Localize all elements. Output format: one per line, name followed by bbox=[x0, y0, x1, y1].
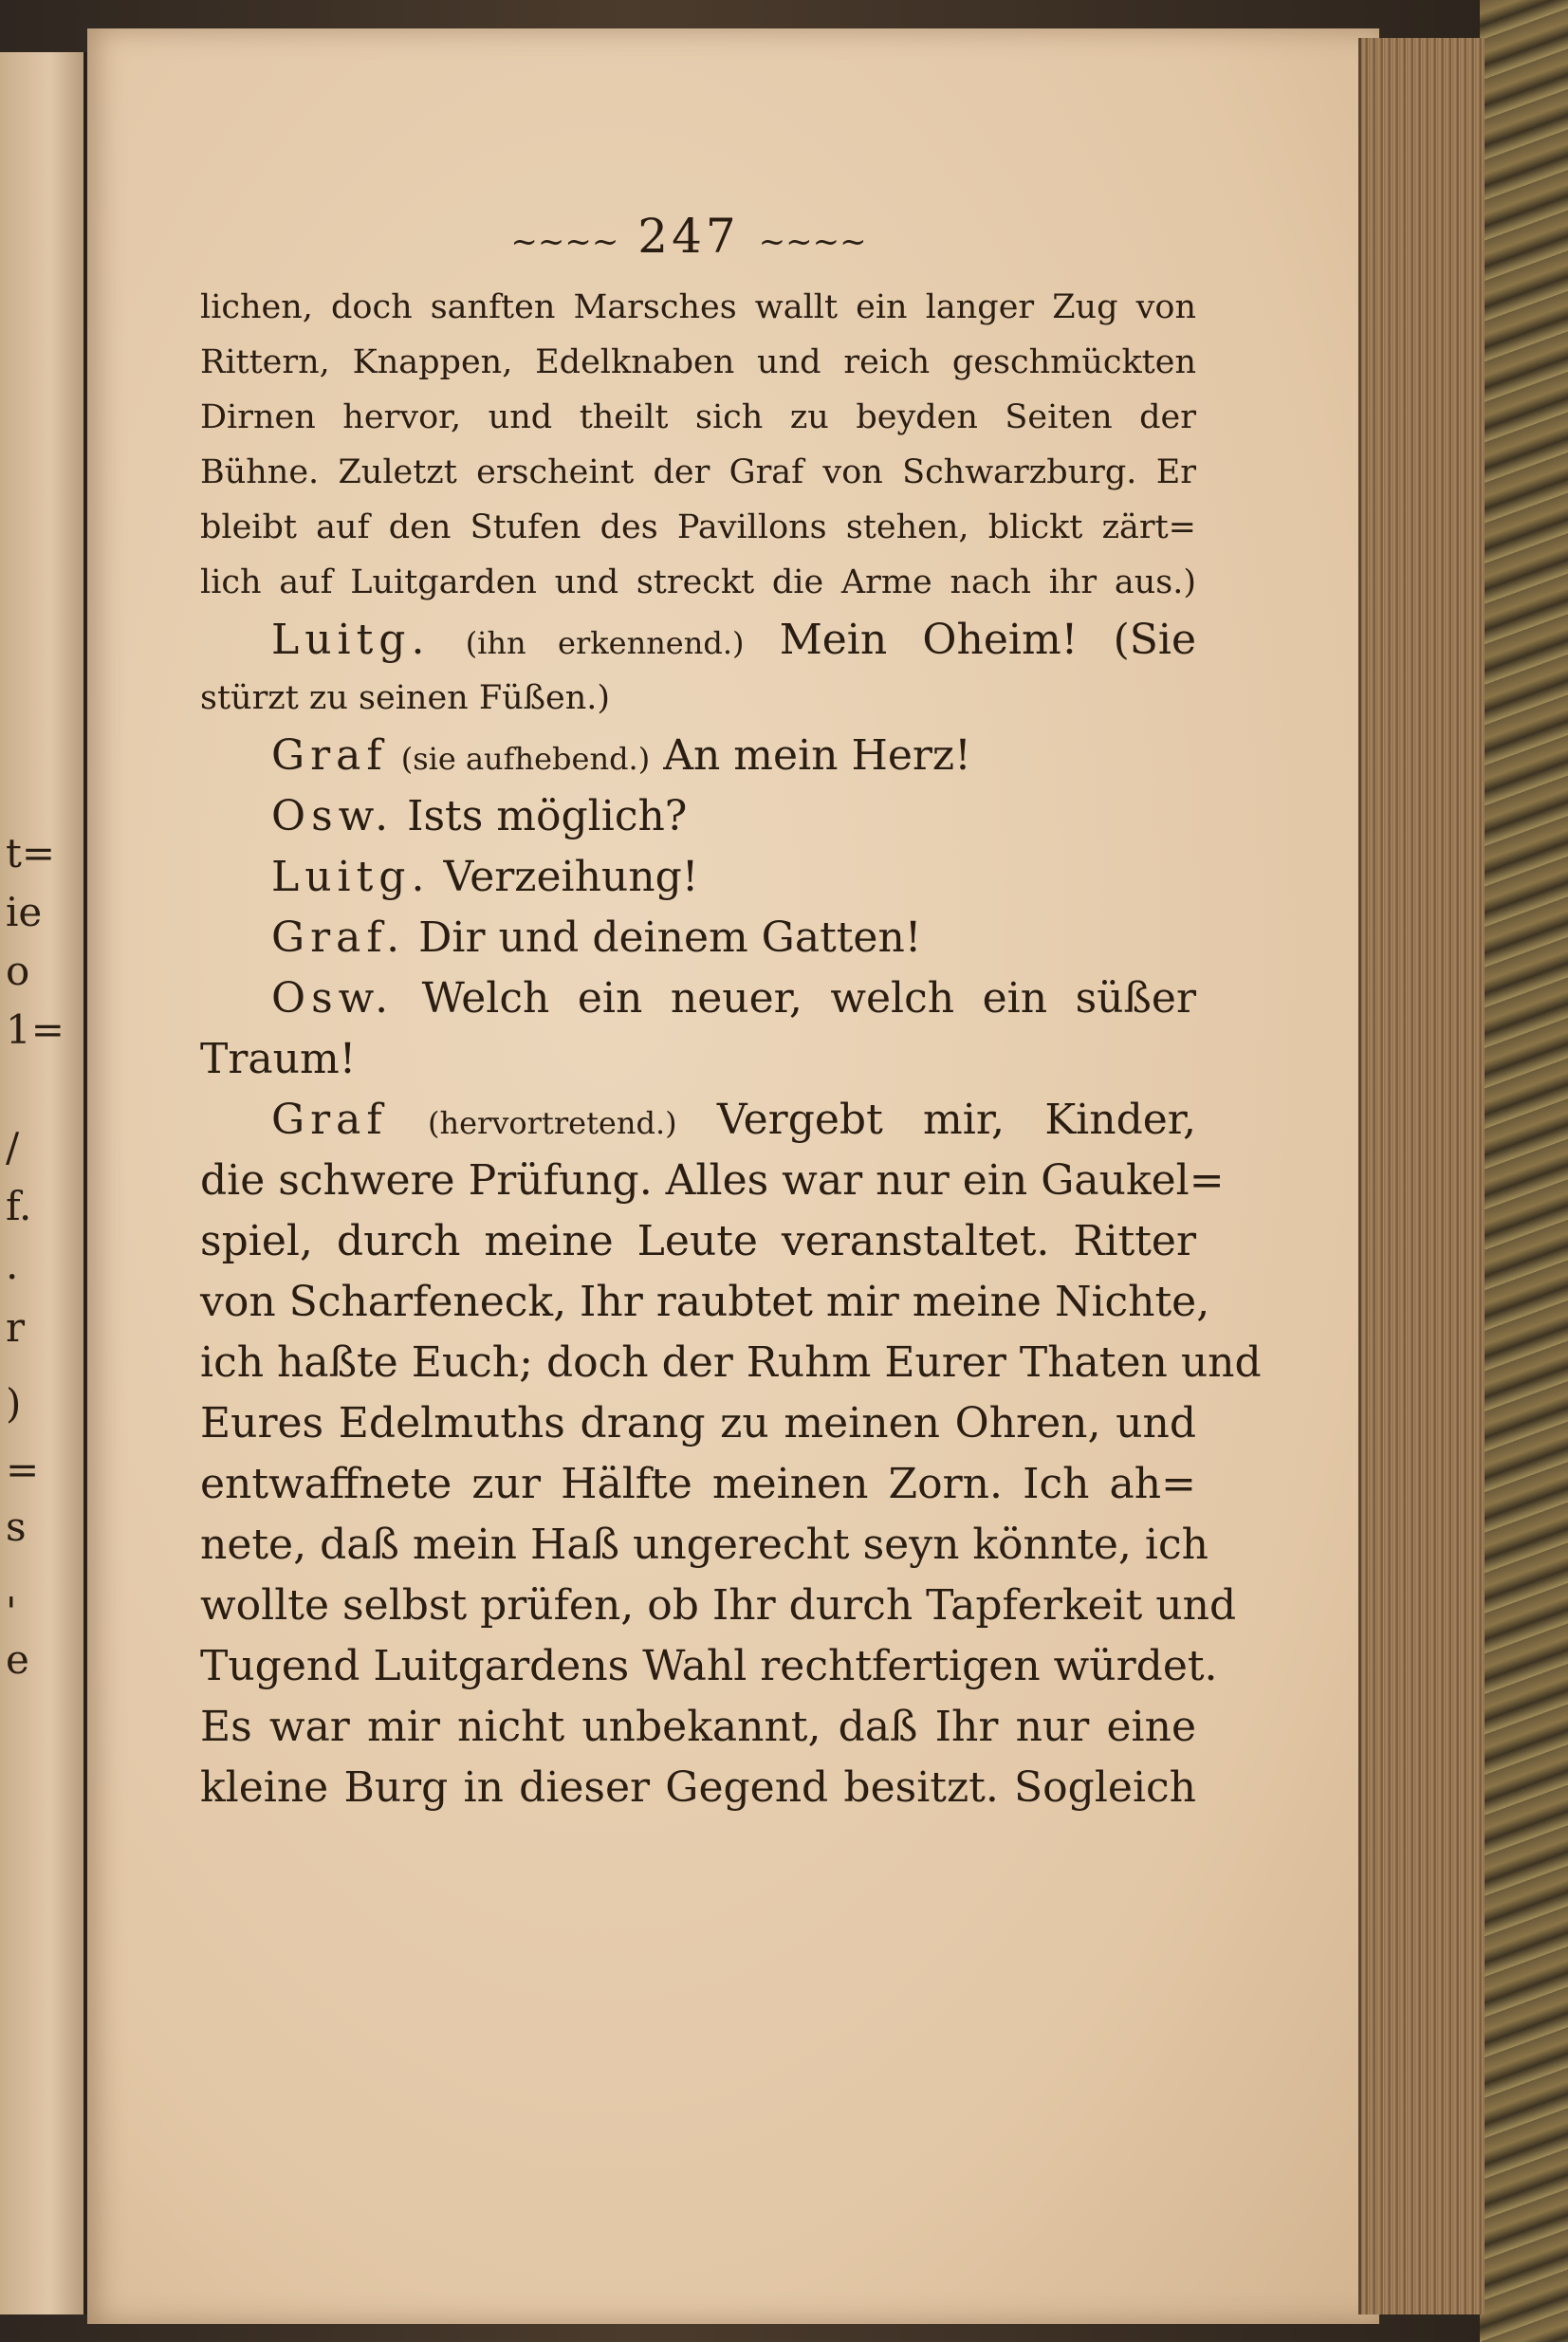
left-page-edge bbox=[0, 52, 89, 2314]
fragment: ' bbox=[6, 1589, 17, 1635]
speech-line: Eures Edelmuths drang zu meinen Ohren, und bbox=[200, 1399, 1196, 1448]
speaker: Luitg. bbox=[271, 616, 431, 664]
dialogue-line bbox=[200, 1090, 1196, 1151]
speech-line: Es war mir nicht unbekannt, daß Ihr nur eine bbox=[200, 1703, 1196, 1751]
fragment: t= bbox=[6, 830, 56, 876]
speech: Dir und deinem Gatten! bbox=[418, 913, 922, 962]
fragment: 1= bbox=[6, 1006, 65, 1053]
speech-line: von Scharfeneck, Ihr raubtet mir meine Nichte, bbox=[200, 1278, 1210, 1326]
stage-direction: (ihn erkennend.) bbox=[465, 625, 745, 661]
dialogue-continuation: Traum! bbox=[200, 1035, 357, 1083]
speech: Vergebt mir, Kinder, bbox=[716, 1096, 1196, 1144]
page-number: 247 bbox=[637, 209, 740, 264]
dialogue-line bbox=[200, 847, 1196, 908]
text-line: Rittern, Knappen, Edelknaben und reich geschmückten bbox=[200, 343, 1196, 381]
speech-line: nete, daß mein Haß ungerecht seyn könnte, ich bbox=[200, 1521, 1208, 1569]
ornament-right: ~~~~ bbox=[758, 223, 867, 261]
fragment: ) bbox=[6, 1380, 22, 1427]
speaker: Graf bbox=[271, 1096, 388, 1144]
speech: An mein Herz! bbox=[663, 731, 971, 780]
fragment: . bbox=[6, 1242, 19, 1288]
fragment: e bbox=[6, 1636, 29, 1683]
book-cover-marbled bbox=[1480, 0, 1568, 2342]
text-line: bleibt auf den Stufen des Pavillons stehen, blickt zärt= bbox=[200, 508, 1196, 546]
fragment: o bbox=[6, 948, 30, 994]
ornament-left: ~~~~ bbox=[510, 223, 619, 261]
dialogue-continuation: stürzt zu seinen Füßen.) bbox=[200, 679, 611, 717]
text-line: lichen, doch sanften Marsches wallt ein langer Zug von bbox=[200, 288, 1196, 326]
text-line: Dirnen hervor, und theilt sich zu beyden Seiten der bbox=[200, 398, 1196, 436]
fragment: / bbox=[6, 1124, 20, 1171]
speaker: Graf bbox=[271, 731, 388, 780]
speaker: Graf. bbox=[271, 913, 406, 962]
stage-direction: (sie aufhebend.) bbox=[400, 741, 651, 777]
fragment: = bbox=[6, 1447, 40, 1493]
fragment: f. bbox=[6, 1183, 32, 1229]
dialogue-line bbox=[200, 968, 1196, 1029]
page-text bbox=[200, 280, 1262, 1818]
speech-line: spiel, durch meine Leute veranstaltet. Ritter bbox=[200, 1217, 1196, 1265]
fragment: ie bbox=[6, 889, 43, 935]
speech-line: kleine Burg in dieser Gegend besitzt. Sogleich bbox=[200, 1763, 1196, 1812]
speech: Ists möglich? bbox=[407, 792, 688, 840]
speech-line: ich haßte Euch; doch der Ruhm Eurer Thaten und bbox=[200, 1338, 1262, 1387]
fragment: r bbox=[6, 1304, 26, 1351]
text-line: Bühne. Zuletzt erscheint der Graf von Schwarzburg. Er bbox=[200, 453, 1196, 491]
speaker: Osw. bbox=[271, 792, 395, 840]
page-edges bbox=[1358, 38, 1485, 2314]
text-line: lich auf Luitgarden und streckt die Arme nach ihr aus.) bbox=[200, 563, 1196, 601]
speech-line: die schwere Prüfung. Alles war nur ein Gaukel= bbox=[200, 1156, 1225, 1205]
fragment: s bbox=[6, 1503, 27, 1550]
page-header bbox=[508, 209, 869, 264]
dialogue-line bbox=[200, 908, 1196, 968]
dialogue-line bbox=[200, 726, 1196, 786]
speech-line: wollte selbst prüfen, ob Ihr durch Tapferkeit und bbox=[200, 1581, 1237, 1630]
speech-line: entwaffnete zur Hälfte meinen Zorn. Ich ah= bbox=[200, 1460, 1196, 1508]
stage-direction: (hervortretend.) bbox=[428, 1105, 677, 1141]
speech-line: Tugend Luitgardens Wahl rechtfertigen würdet. bbox=[200, 1642, 1218, 1690]
dialogue-line bbox=[200, 610, 1196, 671]
speech: Verzeihung! bbox=[443, 853, 699, 901]
speaker: Osw. bbox=[271, 974, 395, 1023]
speech: Mein Oheim! (Sie bbox=[779, 616, 1196, 664]
speech: Welch ein neuer, welch ein süßer bbox=[421, 974, 1196, 1023]
speaker: Luitg. bbox=[271, 853, 431, 901]
dialogue-line bbox=[200, 786, 1196, 847]
